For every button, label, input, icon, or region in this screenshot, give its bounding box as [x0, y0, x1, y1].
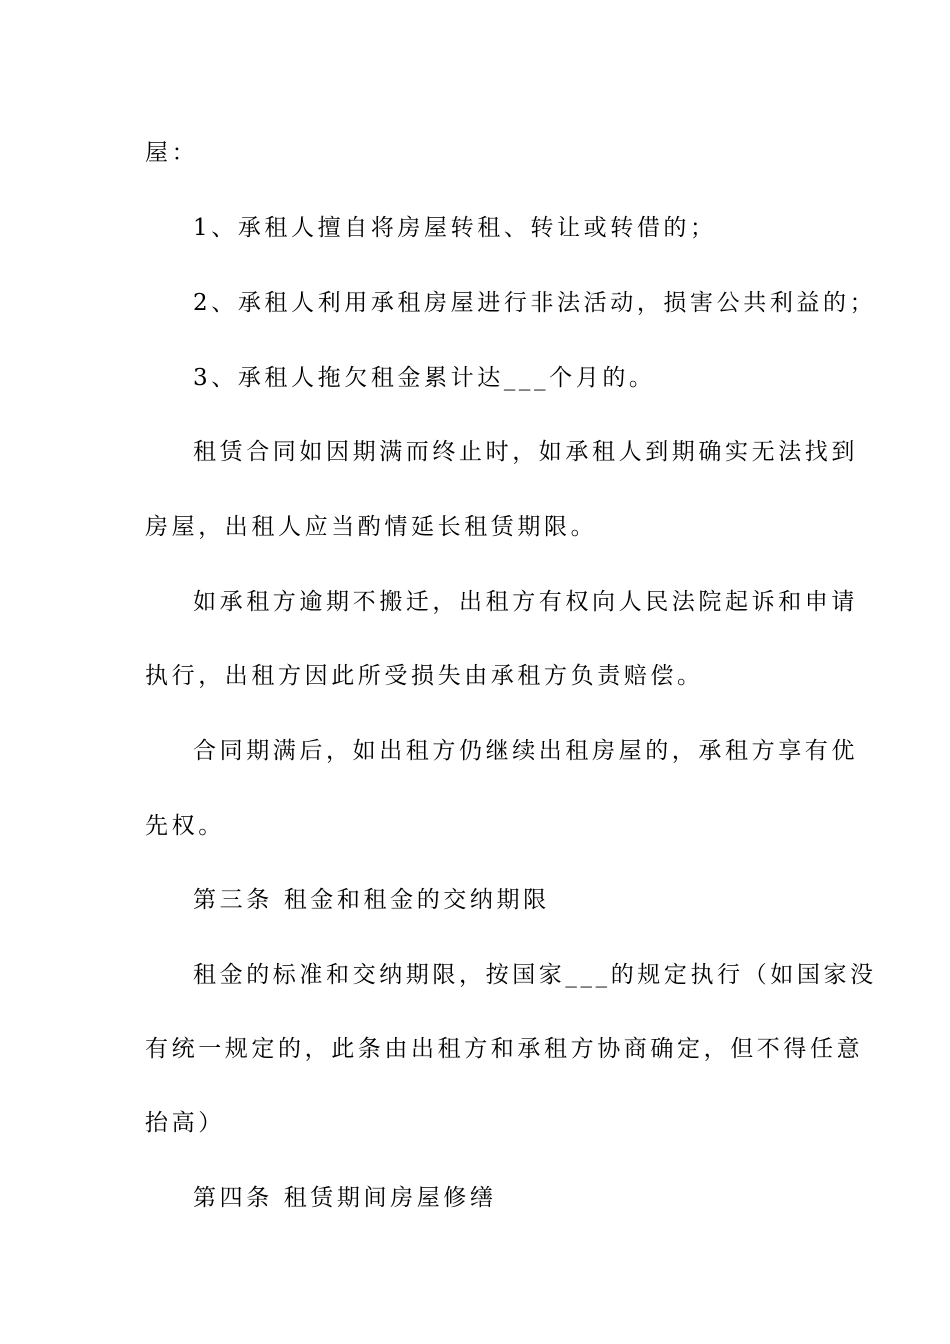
paragraph-line: 抬高） — [145, 1110, 225, 1136]
list-item-2: 2、承租人利用承租房屋进行非法活动，损害公共利益的； — [193, 290, 877, 316]
list-item-1: 1、承租人擅自将房屋转租、转让或转借的； — [193, 215, 717, 241]
section-heading-3: 第三条 租金和租金的交纳期限 — [193, 887, 550, 913]
paragraph-line: 房屋，出租人应当酌情延长租赁期限。 — [145, 514, 598, 540]
paragraph-line: 有统一规定的，此条由出租方和承租方协商确定，但不得任意 — [145, 1036, 864, 1062]
paragraph-line: 租金的标准和交纳期限，按国家___的规定执行（如国家没 — [193, 962, 877, 988]
text-line-continuation: 屋： — [145, 140, 199, 166]
paragraph-line: 租赁合同如因期满而终止时，如承租人到期确实无法找到 — [193, 439, 858, 465]
paragraph-line: 先权。 — [145, 813, 225, 839]
list-item-3: 3、承租人拖欠租金累计达___个月的。 — [193, 365, 656, 391]
paragraph-line: 合同期满后，如出租方仍继续出租房屋的，承租方享有优 — [193, 738, 858, 764]
section-heading-4: 第四条 租赁期间房屋修缮 — [193, 1185, 497, 1211]
paragraph-line: 执行，出租方因此所受损失由承租方负责赔偿。 — [145, 663, 704, 689]
paragraph-line: 如承租方逾期不搬迁，出租方有权向人民法院起诉和申请 — [193, 589, 858, 615]
